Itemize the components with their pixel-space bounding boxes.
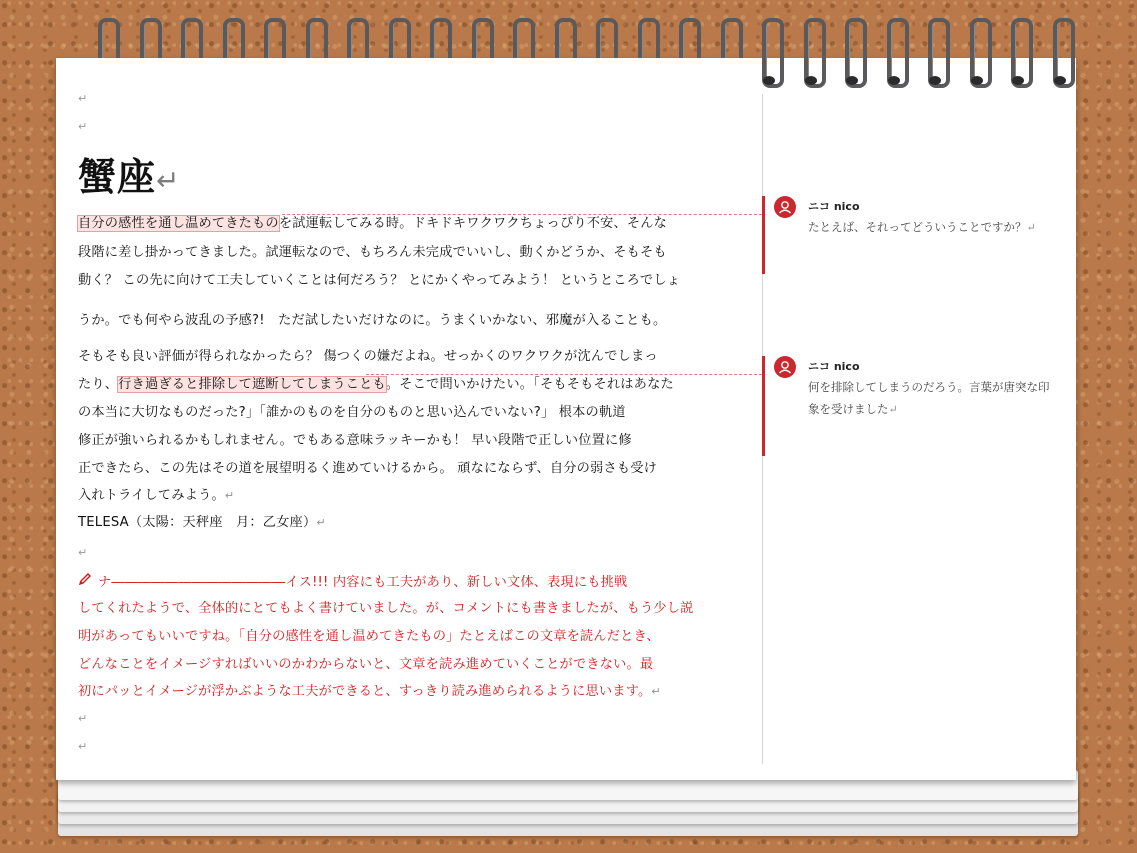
user-icon bbox=[774, 196, 796, 218]
spiral-ring bbox=[967, 14, 989, 88]
body-line[interactable] bbox=[78, 460, 657, 478]
comment-author: ニコ nico bbox=[808, 360, 860, 373]
body-text: そもそも良い評価が得られなかったら？ 傷つくの嫌だよね。せっかくのワクワクが沈んでしまっ bbox=[78, 349, 658, 364]
comment-line: 何を排除してしまうのだろう。言葉が唐突な印 bbox=[808, 380, 1050, 394]
body-line[interactable] bbox=[78, 432, 632, 450]
feedback-text: ナ―――――――――――――イス!!! 内容にも工夫があり、新しい文体、表現にも挑戦 bbox=[98, 575, 628, 590]
body-text: うか。でも何やら波乱の予感?! ただ試したいだけなのに。うまくいかない、邪魔が入ることも。 bbox=[78, 313, 667, 328]
body-text: 段階に差し掛かってきました。試運転なので、もちろん未完成でいいし、動くかどうか、そもそも bbox=[78, 245, 667, 260]
comment-card[interactable] bbox=[762, 356, 1062, 456]
paragraph-mark: ↵ bbox=[78, 546, 88, 559]
ring-hole bbox=[888, 76, 900, 85]
paragraph-mark: ↵ bbox=[78, 712, 88, 725]
paragraph-mark: ↵ bbox=[224, 489, 235, 502]
ring-hole bbox=[1054, 76, 1066, 85]
feedback-line[interactable] bbox=[78, 600, 694, 618]
commented-text[interactable]: 自分の感性を通し温めてきたもの bbox=[78, 216, 279, 231]
body-text: 動く？ この先に向けて工夫していくことは何だろう？ とにかくやってみよう！ というところでしょ bbox=[78, 273, 681, 288]
paragraph-mark: ↵ bbox=[78, 92, 88, 105]
comment-line: たとえば、それってどういうことですか？ bbox=[808, 220, 1027, 234]
commented-text[interactable]: 行き過ぎると排除して遮断してしまうことも bbox=[118, 377, 386, 392]
paragraph-mark: ↵ bbox=[316, 516, 326, 529]
spiral-ring bbox=[1008, 14, 1030, 88]
spiral-ring bbox=[759, 14, 781, 88]
body-line[interactable] bbox=[78, 244, 667, 262]
paragraph-mark: ↵ bbox=[1026, 221, 1036, 234]
feedback-line[interactable] bbox=[78, 656, 653, 674]
body-line[interactable] bbox=[78, 404, 626, 422]
document-heading[interactable] bbox=[78, 146, 180, 201]
ring-hole bbox=[805, 76, 817, 85]
feedback-line[interactable] bbox=[78, 683, 661, 701]
ring-hole bbox=[929, 76, 941, 85]
feedback-text: 初にパッとイメージが浮かぶような工夫ができると、すっきり読み進められるように思います。 bbox=[78, 684, 652, 699]
body-line[interactable] bbox=[78, 312, 666, 330]
comment-anchor-line bbox=[282, 214, 762, 215]
ring-hole bbox=[846, 76, 858, 85]
body-line[interactable] bbox=[78, 215, 667, 233]
comment-marker bbox=[762, 356, 765, 456]
feedback-text: 明があってもいいですね。「自分の感性を通し温めてきたもの」たとえばこの文章を読んだとき、 bbox=[78, 629, 660, 644]
paragraph-mark: ↵ bbox=[651, 685, 661, 698]
body-text: たり、 bbox=[78, 377, 119, 392]
spiral-ring bbox=[842, 14, 864, 88]
comment-anchor-line bbox=[366, 374, 762, 375]
comment-line: 象を受けました bbox=[808, 402, 889, 416]
body-line[interactable] bbox=[78, 348, 658, 366]
heading-text: 蟹座 bbox=[78, 155, 157, 199]
comment-text bbox=[808, 216, 1063, 239]
body-text: 入れトライしてみよう。 bbox=[78, 488, 225, 503]
paragraph-mark: ↵ bbox=[78, 120, 88, 133]
spiral-ring bbox=[884, 14, 906, 88]
feedback-text: どんなことをイメージすればいいのかわからないと、文章を読み進めていくことができない。最 bbox=[78, 657, 654, 672]
paragraph-mark: ↵ bbox=[78, 740, 88, 753]
feedback-line[interactable] bbox=[78, 572, 627, 592]
paragraph-mark: ↵ bbox=[888, 403, 898, 416]
spiral-ring bbox=[1050, 14, 1072, 88]
comment-marker bbox=[762, 196, 765, 274]
body-text: 。そこで問いかけたい。「そもそもそれはあなた bbox=[385, 377, 674, 392]
comment-author: ニコ nico bbox=[808, 200, 860, 213]
body-line[interactable] bbox=[78, 376, 674, 394]
body-text: を試運転してみる時。ドキドキワクワクちょっぴり不安、そんな bbox=[278, 216, 668, 231]
body-line[interactable] bbox=[78, 272, 680, 290]
comment-text bbox=[808, 376, 1063, 421]
comment-card[interactable] bbox=[762, 196, 1062, 274]
ring-hole bbox=[763, 76, 775, 85]
body-text: 修正が強いられるかもしれません。でもある意味ラッキーかも！ 早い段階で正しい位置に修 bbox=[78, 433, 632, 448]
user-icon bbox=[774, 356, 796, 378]
signature-line[interactable] bbox=[78, 514, 326, 532]
feedback-line[interactable] bbox=[78, 628, 660, 646]
pencil-icon bbox=[78, 572, 92, 592]
ring-hole bbox=[971, 76, 983, 85]
spiral-ring bbox=[925, 14, 947, 88]
body-text: 正できたら、この先はその道を展望明るく進めていけるから。 頑なにならず、自分の弱さも受け bbox=[78, 461, 657, 476]
ring-hole bbox=[1012, 76, 1024, 85]
paragraph-mark: ↵ bbox=[156, 164, 181, 197]
signature-text: TELESA（太陽：天秤座 月：乙女座） bbox=[78, 515, 317, 530]
spiral-ring bbox=[801, 14, 823, 88]
feedback-text: してくれたようで、全体的にとてもよく書けていました。が、コメントにも書きましたが、もう少し説 bbox=[78, 601, 694, 616]
body-text: の本当に大切なものだった?」「誰かのものを自分のものと思い込んでいない?」 根本の軌道 bbox=[78, 405, 626, 420]
body-line[interactable] bbox=[78, 487, 234, 505]
